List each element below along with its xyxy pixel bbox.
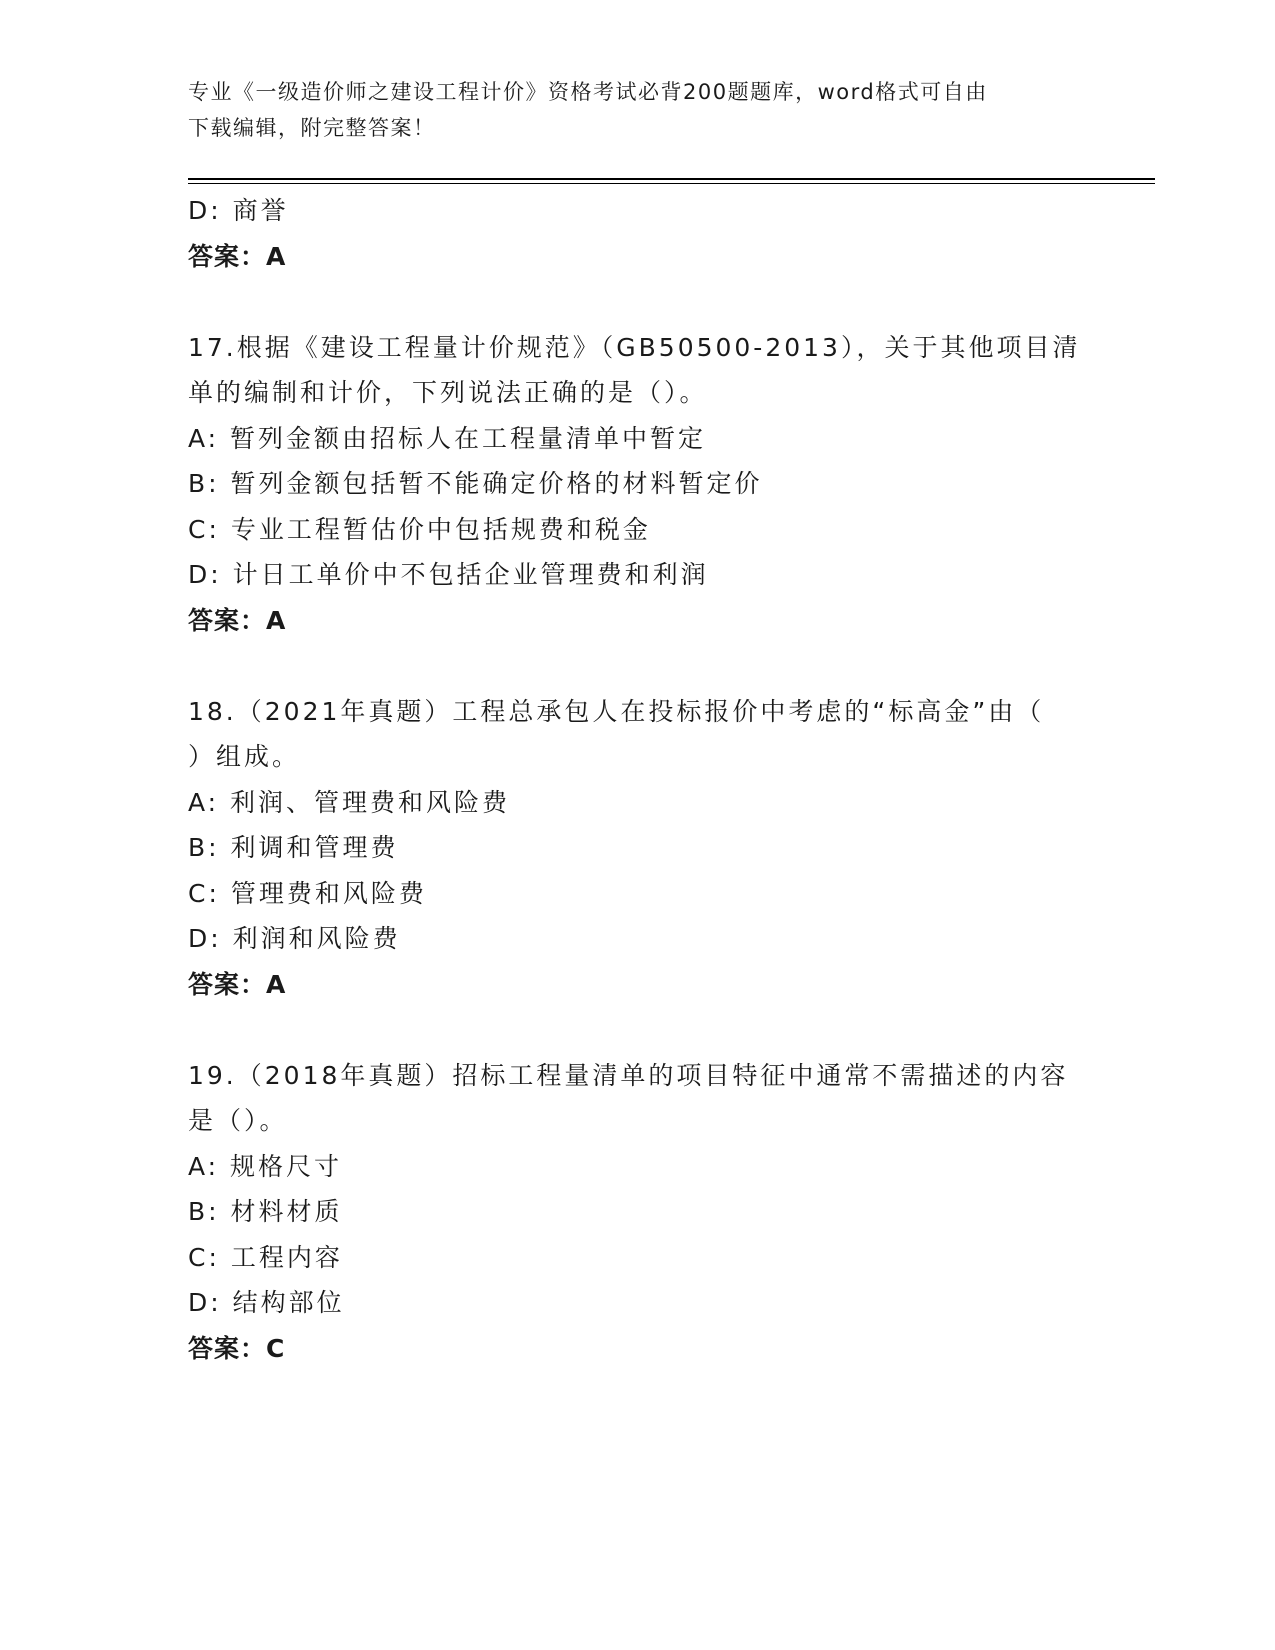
prev-answer: 答案：A [188,241,287,271]
option-d: D: 计日工单价中不包括企业管理费和利润 [188,560,709,589]
question-stem-continued: 是（）。 [188,1106,288,1135]
option-d: D: 利润和风险费 [188,924,401,953]
answer: 答案：A [188,969,287,999]
prev-option-d: D: 商誉 [188,196,289,225]
option-b: B: 利调和管理费 [188,833,399,862]
spacer [188,1007,1088,1053]
question-stem-continued: 单的编制和计价，下列说法正确的是（）。 [188,378,708,407]
option-c: C: 工程内容 [188,1242,343,1272]
header-line-2: 下载编辑，附完整答案！ [188,116,436,140]
question-18 [188,689,1088,1008]
question-content [188,188,1088,1371]
option-c: C: 管理费和风险费 [188,878,427,908]
option-a: A: 利润、管理费和风险费 [188,787,511,817]
option-a: A: 规格尺寸 [188,1151,343,1181]
spacer [188,643,1088,689]
document-header [188,74,1088,146]
question-19 [188,1053,1088,1372]
option-a: A: 暂列金额由招标人在工程量清单中暂定 [188,423,707,453]
option-b: B: 暂列金额包括暂不能确定价格的材料暂定价 [188,469,763,498]
answer: 答案：C [188,1333,286,1363]
option-c: C: 专业工程暂估价中包括规费和税金 [188,514,651,544]
option-b: B: 材料材质 [188,1197,343,1226]
spacer [188,279,1088,325]
question-stem-continued: ）组成。 [188,742,301,771]
question-stem: 19.（2018年真题）招标工程量清单的项目特征中通常不需描述的内容 [188,1060,1069,1090]
header-line-1: 专业《一级造价师之建设工程计价》资格考试必背200题题库，word格式可自由 [188,80,988,104]
question-stem: 18.（2021年真题）工程总承包人在投标报价中考虑的“标高金”由（ [188,696,1045,726]
question-stem: 17.根据《建设工程量计价规范》（GB50500-2013），关于其他项目清 [188,332,1081,362]
option-d: D: 结构部位 [188,1288,345,1317]
question-17 [188,325,1088,644]
header-divider-thin [188,183,1155,184]
answer: 答案：A [188,605,287,635]
header-divider-thick [188,178,1155,180]
